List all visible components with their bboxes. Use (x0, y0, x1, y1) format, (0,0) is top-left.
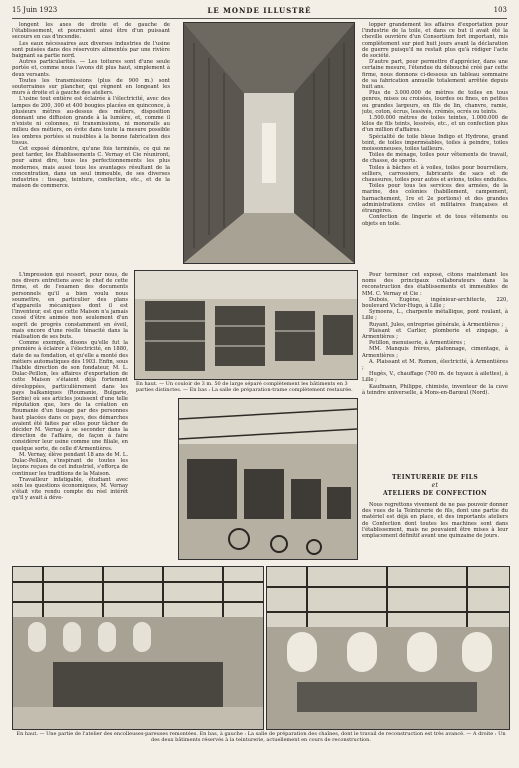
paragraph: Toutes les transmissions (plus de 900 m.) sont souterraines sur plancher, qui règnent en longeant les murs à droite et à gauche des ateliers. (12, 77, 170, 97)
column-3-middle-text (362, 272, 508, 472)
paragraph: MM. Manquis frères, plafonnage, cimentage, à Armentières ; (362, 346, 508, 359)
paragraph: Les eaux nécessaires aux diverses industries de l'usine sont puisées dans des réservoirs alimentés par une rivière baignant sa partie nord. (12, 40, 170, 60)
paragraph: Dubois, Eugène, ingénieur-architecte, 220, boulevard Victor-Hugo, à Lille ; (362, 296, 508, 310)
column-3-bottom-text (362, 502, 508, 562)
paragraph: Plus de 3.000.000 de mètres de toiles en tous genres, mises ou croisées, lourdes ou fines, en petites ou grandes largeurs, en fils de lin, chanvre, ramie, jute, coton, écrus, lessivés, crémés, ocrés ou teints. (362, 90, 508, 115)
paragraph: Ruyant, Jules, entreprise générale, à Armentières ; (369, 321, 504, 328)
paragraph: Comme exemple, disons qu'elle fut la première à éclairer à l'électricité, en 1880, date de sa fondation, et qu'elle a monté des métiers automatiques dès 1903. Enfin, sous l'habile direction de son fondateur, M. L. Dulac-Peillon, les affaires d'exportation de cette Maison s'étaient déjà fortement développées, particulièrement dans les pays balkaniques (Roumanie, Bulgarie, Serbie) où ses articles jouissent d'une telle réputation que, lors de la création en Roumanie d'un tissage par des personnes haut placées dans ce pays, des démarches avaient été faites par elles pour tâcher de décider M. Vernay à se seconder dans la direction de l'affaire, de façon à faire considérer leur usine comme une filiale, en quelque sorte, de celle d'Armentières. (12, 340, 128, 452)
paragraph: Pour terminer cet exposé, citons maintenant les noms des principaux collaborateurs dans la reconstruction des établissements et immeubles de MM. C. Vernay et Cie : (362, 272, 508, 297)
column-1-top-text (12, 22, 170, 270)
paragraph: Toiles de ménage, toiles pour vêtements de travail, de chasse, de sports. (362, 152, 508, 165)
photo-dyeing-building (266, 566, 510, 730)
paragraph: Travailleur infatigable, étudiant avec soin les questions économiques, M. Vernay s'était vite rendu compte du réel intérêt qu'il y avait à déve- (12, 476, 128, 502)
paragraph: lopper grandement les affaires d'exportation pour l'industrie de la toile, et dans ce but il avait été la cheville ouvrière d'un Consortium fort important, mis complètement sur pied huit jours avant la déclaration de guerre puisqu'il ne restait plus qu'à rédiger l'acte de société. (362, 22, 508, 60)
paragraph: L'usine tout entière est éclairée à l'électricité, avec des lampes de 200, 300 et 400 bougies placées en quinconce, à plusieurs mètres au-dessus des métiers, disposition donnant une diffusion grande à la lumière, et, comme il n'existe ni colonnes, ni transmissions, ni monorails au milieu des métiers, on évite dans toute la mesure possible les ombres portées si nuisibles à la bonne fabrication des tissus. (12, 96, 170, 146)
paragraph: Spécialité de toile bleue Indigo et Hydrone, grand teint, de toiles imperméables, toiles à peindre, toiles moissonneuses, toiles tailleurs. (362, 133, 508, 153)
page-header (12, 6, 507, 18)
photo-machine-hall (178, 398, 358, 560)
paragraph: Cet exposé démontre, qu'une fois terminés, ce qui ne peut tarder, les Établissements C. Vernay et Cie réuniront, pour ainsi dire, tous les perfectionnements les plus modernes, mais aussi tous les avantages résultant de la concentration, dans un seul immeuble, de ses diverses industries : tissage, teinture, confection, etc., et de la maison de commerce. (12, 146, 170, 190)
column-3-top-text (362, 22, 508, 270)
paragraph: Symoens, L., charpente métallique, pont roulant, à Lille ; (362, 309, 508, 322)
caption-middle: En haut. — Un couloir de 3 m. 50 de large séparé complètement les bâtiments en 3 parties distinctes. — En bas : La salle de préparation-trame complètement restaurée. (136, 381, 353, 393)
paragraph: Petillon, menuiserie, à Armentières ; (369, 340, 466, 347)
section-title-3: ATELIERS DE CONFECTION (382, 490, 488, 497)
column-1-middle-text (12, 272, 128, 532)
paragraph: M. Vernay, élève pendant 18 ans de M. L. Dulac-Peillon, s'inspirant de toutes les leçons reçues de cet industriel, s'efforça de continuer les traditions de la Maison. (12, 451, 128, 477)
paragraph: Hugès, V., chauffage (700 m. de tuyaux à ailettes), à Lille ; (362, 371, 508, 384)
paragraph: Nous regrettons vivement de ne pas pouvoir donner des vues de la Teinturerie de fils, dont une partie du matériel est déjà en place, et des importants ateliers de Confection dont toutes les machines sont dans l'établissement, mais ne pouvaient être mises à leur emplacement définitif avant une quinzaine de jours. (362, 502, 508, 540)
section-title-2: et (431, 482, 439, 489)
paragraph: longent les axes de droite et de gauche de l'établissement, et pourraient ainsi être d'un puissant secours en cas d'incendie. (12, 22, 170, 41)
paragraph: 1.500.000 mètres de toiles teintes, 1.000.000 de kilos de fils teints, lessivés, etc., et un confection plus d'un million d'affaires. (362, 115, 508, 134)
photo-warp-preparation-room (12, 566, 264, 730)
paragraph: Autres particularités. — Les toitures sont d'une seule portée et, comme nous l'avons dit plus haut, simplement à deux versants. (12, 59, 170, 78)
paragraph: L'impression qui ressort, pour nous, de nos divers entretiens avec le chef de cette firme, et de l'examen des documents personnels qu'il a bien voulu nous soumettre, en particulier des plans d'appareils mécaniques dont il est l'inventeur, est que cette Maison n'a jamais cessé d'être animée non seulement d'un esprit de progrès constamment en éveil, mais encore d'une réelle ténacité dans la réalisation de ses buts. (12, 272, 128, 341)
paragraph: D'autre part, pour permettre d'apprécier, dans une certaine mesure, l'étendue du débouché créé par cette firme, nous donnons ci-dessous un tableau sommaire de sa fabrication annuelle totalement arrêtée depuis huit ans. (362, 59, 508, 91)
paragraph: Toiles pour tous les services des armées, de la marine, des colonies (habillement, campement, harnachement, 1re et 2e portions) et des grandes administrations civiles et militaires françaises et étrangères. (362, 183, 508, 215)
paragraph: Toiles à bâches et à voiles, toiles pour bourreliers, selliers, carrossiers, fabricants de sacs et de chaussures, toiles pour autos et avions, toiles enduites. (362, 164, 508, 184)
photo-spinning-room (134, 270, 358, 380)
paragraph: Plaisant et Carlier, plomberie et zingage, à Armentières ; (362, 327, 508, 341)
issue-date: 15 Juin 1923 (12, 6, 58, 14)
section-heading (362, 474, 508, 498)
section-title-1: TEINTURERIE DE FILS (391, 474, 479, 481)
paragraph: A. Plaissant et M. Romon, électricité, à Armentières ; (362, 358, 508, 372)
header-rule (12, 18, 507, 19)
paragraph: Confection de lingerie et de tous vêtements ou objets en toile. (362, 214, 508, 227)
caption-bottom: En haut. — Une partie de l'atelier des encolleuses-pareuses remontées. En bas, à gauche : La salle de préparation des chaînes, dont le travail de reconstruction est très avancé. — A droite : Un des deux bâtiments réservés à la teinturerie, actuellement en cours de reconstruction. (16, 731, 506, 743)
journal-title: LE MONDE ILLUSTRÉ (207, 6, 312, 15)
paragraph: Kaufmann, Philippe, chimiste, inventeur de la cuve à teindre universelle, à Mons-en-Barœul (Nord). (362, 383, 508, 396)
page-number: 103 (493, 6, 507, 14)
photo-corridor (183, 22, 355, 264)
